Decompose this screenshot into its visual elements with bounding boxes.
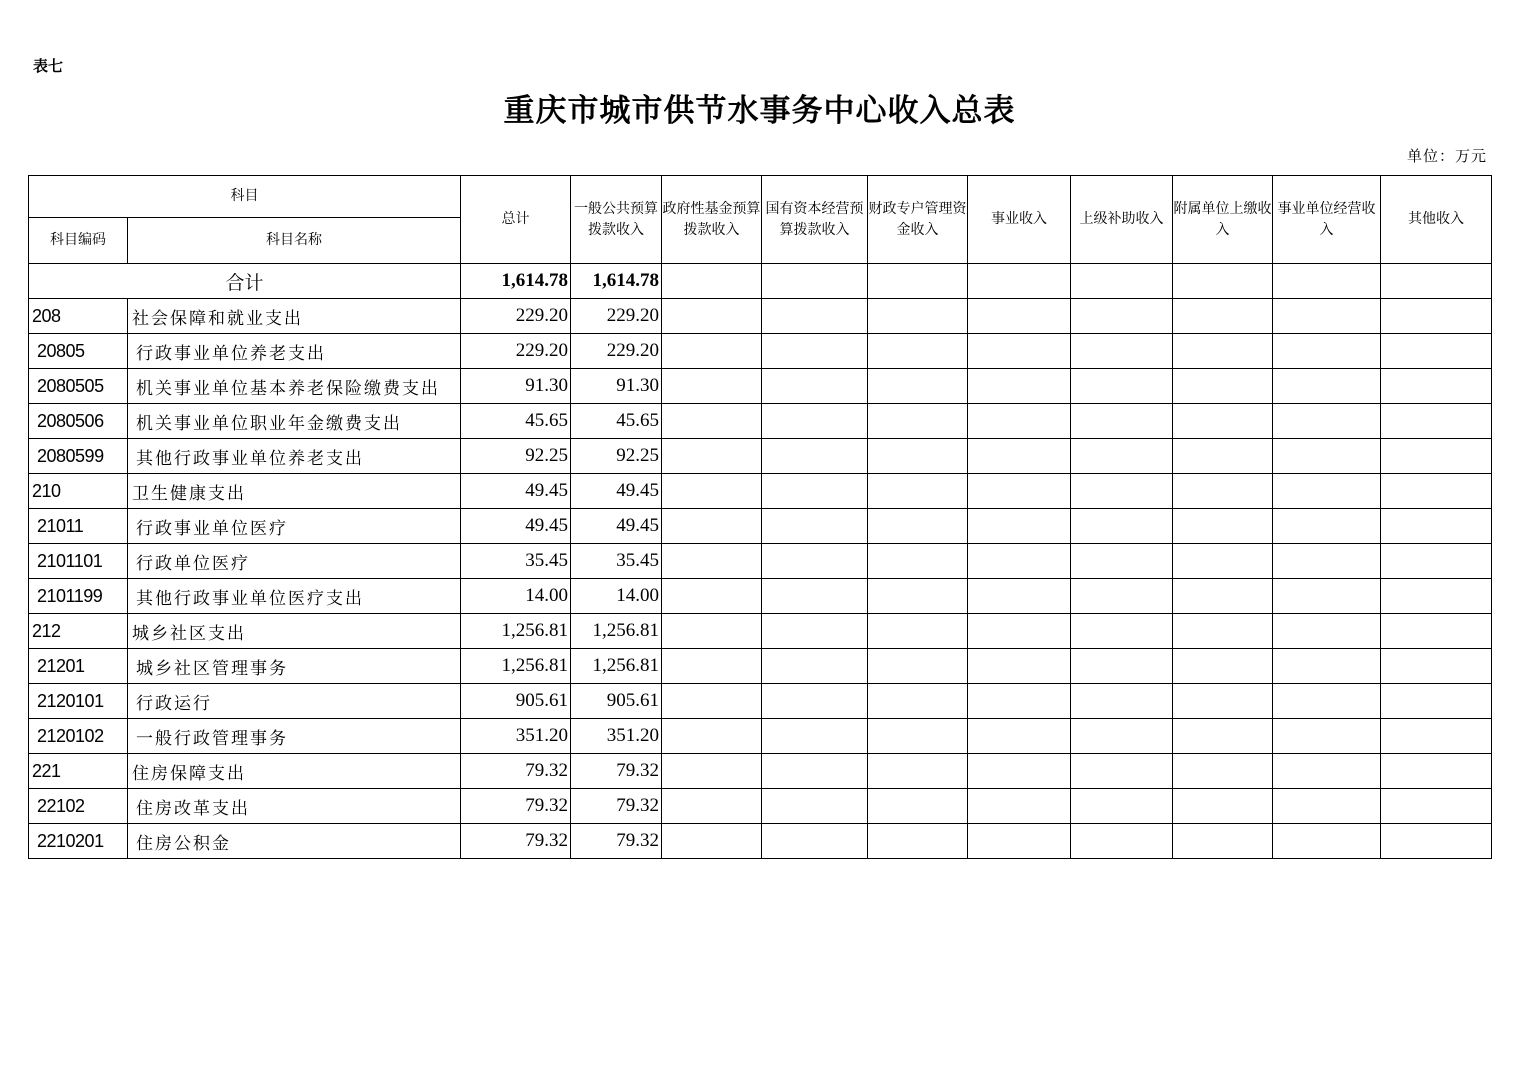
empty-cell [1071, 474, 1173, 509]
row-general-budget: 229.20 [571, 299, 662, 334]
empty-cell [868, 579, 968, 614]
row-total: 49.45 [461, 474, 571, 509]
row-general-budget: 79.32 [571, 754, 662, 789]
row-code: 2101101 [29, 544, 128, 579]
header-gov-fund: 政府性基金预算拨款收入 [662, 176, 762, 264]
row-name: 住房保障支出 [128, 754, 461, 789]
row-general-budget: 45.65 [571, 404, 662, 439]
empty-cell [1071, 824, 1173, 859]
empty-cell [968, 264, 1071, 299]
empty-cell [1273, 684, 1381, 719]
table-row [29, 509, 1492, 544]
empty-cell [868, 509, 968, 544]
unit-label: 单位：万元 [1406, 147, 1487, 165]
empty-cell [1273, 754, 1381, 789]
empty-cell [1273, 369, 1381, 404]
row-code: 21011 [29, 509, 128, 544]
row-general-budget: 49.45 [571, 509, 662, 544]
empty-cell [1173, 684, 1273, 719]
empty-cell [662, 649, 762, 684]
empty-cell [1173, 474, 1273, 509]
empty-cell [762, 684, 868, 719]
empty-cell [968, 719, 1071, 754]
empty-cell [662, 369, 762, 404]
row-general-budget: 1,256.81 [571, 649, 662, 684]
empty-cell [868, 264, 968, 299]
empty-cell [1273, 824, 1381, 859]
empty-cell [868, 719, 968, 754]
empty-cell [1381, 474, 1492, 509]
row-total: 229.20 [461, 334, 571, 369]
row-name: 住房公积金 [128, 824, 461, 859]
empty-cell [1273, 649, 1381, 684]
header-state-capital: 国有资本经营预算拨款收入 [762, 176, 868, 264]
empty-cell [1173, 754, 1273, 789]
empty-cell [1071, 404, 1173, 439]
empty-cell [662, 684, 762, 719]
row-general-budget: 1,256.81 [571, 614, 662, 649]
empty-cell [868, 789, 968, 824]
empty-cell [868, 404, 968, 439]
empty-cell [968, 334, 1071, 369]
empty-cell [1071, 264, 1173, 299]
empty-cell [868, 369, 968, 404]
empty-cell [1173, 369, 1273, 404]
empty-cell [1071, 719, 1173, 754]
row-general-budget: 49.45 [571, 474, 662, 509]
empty-cell [1381, 404, 1492, 439]
header-general-budget: 一般公共预算拨款收入 [571, 176, 662, 264]
empty-cell [762, 719, 868, 754]
empty-cell [868, 474, 968, 509]
row-general-budget: 229.20 [571, 334, 662, 369]
empty-cell [1173, 544, 1273, 579]
row-total: 1,256.81 [461, 649, 571, 684]
empty-cell [762, 614, 868, 649]
header-operating-income: 事业单位经营收入 [1273, 176, 1381, 264]
empty-cell [1173, 614, 1273, 649]
table-row [29, 614, 1492, 649]
income-summary-table [28, 175, 1492, 859]
empty-cell [1173, 649, 1273, 684]
empty-cell [762, 544, 868, 579]
row-total: 229.20 [461, 299, 571, 334]
header-superior-subsidy: 上级补助收入 [1071, 176, 1173, 264]
total-row [29, 264, 1492, 299]
empty-cell [662, 509, 762, 544]
empty-cell [968, 474, 1071, 509]
row-total: 79.32 [461, 824, 571, 859]
row-total: 351.20 [461, 719, 571, 754]
empty-cell [968, 369, 1071, 404]
empty-cell [868, 614, 968, 649]
row-name: 其他行政事业单位医疗支出 [128, 579, 461, 614]
table-row [29, 369, 1492, 404]
row-code: 2080505 [29, 369, 128, 404]
empty-cell [968, 439, 1071, 474]
row-general-budget: 14.00 [571, 579, 662, 614]
empty-cell [1173, 299, 1273, 334]
empty-cell [1071, 614, 1173, 649]
header-other-income: 其他收入 [1381, 176, 1492, 264]
header-business-income: 事业收入 [968, 176, 1071, 264]
empty-cell [1071, 579, 1173, 614]
row-total: 79.32 [461, 754, 571, 789]
empty-cell [1071, 544, 1173, 579]
empty-cell [968, 684, 1071, 719]
total-general-budget: 1,614.78 [571, 264, 662, 299]
empty-cell [662, 754, 762, 789]
row-code: 212 [29, 614, 128, 649]
header-code: 科目编码 [29, 218, 128, 264]
empty-cell [1381, 719, 1492, 754]
empty-cell [762, 649, 868, 684]
row-code: 210 [29, 474, 128, 509]
empty-cell [1381, 754, 1492, 789]
empty-cell [762, 509, 868, 544]
row-name: 城乡社区支出 [128, 614, 461, 649]
empty-cell [662, 579, 762, 614]
empty-cell [868, 299, 968, 334]
row-general-budget: 91.30 [571, 369, 662, 404]
empty-cell [662, 614, 762, 649]
empty-cell [1273, 579, 1381, 614]
empty-cell [1381, 684, 1492, 719]
empty-cell [1173, 719, 1273, 754]
empty-cell [968, 404, 1071, 439]
empty-cell [1071, 649, 1173, 684]
row-total: 905.61 [461, 684, 571, 719]
empty-cell [662, 824, 762, 859]
row-general-budget: 79.32 [571, 824, 662, 859]
empty-cell [1071, 334, 1173, 369]
empty-cell [1273, 509, 1381, 544]
table-row [29, 334, 1492, 369]
empty-cell [868, 754, 968, 789]
empty-cell [1071, 299, 1173, 334]
row-code: 20805 [29, 334, 128, 369]
row-general-budget: 905.61 [571, 684, 662, 719]
empty-cell [868, 544, 968, 579]
empty-cell [968, 789, 1071, 824]
empty-cell [762, 439, 868, 474]
table-row [29, 754, 1492, 789]
row-code: 2120102 [29, 719, 128, 754]
empty-cell [1273, 264, 1381, 299]
empty-cell [868, 824, 968, 859]
row-general-budget: 79.32 [571, 789, 662, 824]
table-row [29, 789, 1492, 824]
row-total: 79.32 [461, 789, 571, 824]
row-code: 2080599 [29, 439, 128, 474]
row-name: 城乡社区管理事务 [128, 649, 461, 684]
empty-cell [1273, 439, 1381, 474]
total-sum: 1,614.78 [461, 264, 571, 299]
empty-cell [1273, 789, 1381, 824]
header-name: 科目名称 [128, 218, 461, 264]
table-row [29, 719, 1492, 754]
empty-cell [968, 299, 1071, 334]
empty-cell [968, 579, 1071, 614]
empty-cell [1381, 264, 1492, 299]
row-total: 91.30 [461, 369, 571, 404]
empty-cell [762, 754, 868, 789]
empty-cell [762, 299, 868, 334]
empty-cell [762, 369, 868, 404]
table-row [29, 684, 1492, 719]
empty-cell [1273, 404, 1381, 439]
table-number: 表七 [33, 57, 64, 75]
row-name: 行政运行 [128, 684, 461, 719]
empty-cell [1381, 369, 1492, 404]
empty-cell [968, 754, 1071, 789]
empty-cell [762, 579, 868, 614]
empty-cell [1381, 299, 1492, 334]
row-total: 14.00 [461, 579, 571, 614]
page-title: 重庆市城市供节水事务中心收入总表 [503, 93, 1016, 129]
empty-cell [762, 789, 868, 824]
empty-cell [1381, 789, 1492, 824]
empty-cell [762, 824, 868, 859]
header-affiliated-income: 附属单位上缴收入 [1173, 176, 1273, 264]
row-total: 45.65 [461, 404, 571, 439]
empty-cell [1173, 789, 1273, 824]
row-total: 35.45 [461, 544, 571, 579]
row-total: 49.45 [461, 509, 571, 544]
total-label: 合计 [29, 264, 461, 299]
empty-cell [1071, 684, 1173, 719]
empty-cell [1173, 824, 1273, 859]
empty-cell [662, 299, 762, 334]
row-code: 208 [29, 299, 128, 334]
row-name: 住房改革支出 [128, 789, 461, 824]
table-row [29, 649, 1492, 684]
empty-cell [662, 404, 762, 439]
row-code: 22102 [29, 789, 128, 824]
empty-cell [1273, 614, 1381, 649]
row-name: 一般行政管理事务 [128, 719, 461, 754]
row-name: 卫生健康支出 [128, 474, 461, 509]
row-general-budget: 92.25 [571, 439, 662, 474]
empty-cell [1071, 754, 1173, 789]
empty-cell [662, 439, 762, 474]
empty-cell [1071, 439, 1173, 474]
row-code: 221 [29, 754, 128, 789]
empty-cell [662, 544, 762, 579]
header-total: 总计 [461, 176, 571, 264]
row-general-budget: 35.45 [571, 544, 662, 579]
row-name: 社会保障和就业支出 [128, 299, 461, 334]
empty-cell [762, 474, 868, 509]
header-subject: 科目 [29, 176, 461, 218]
header-fiscal-special: 财政专户管理资金收入 [868, 176, 968, 264]
row-total: 92.25 [461, 439, 571, 474]
empty-cell [1071, 369, 1173, 404]
row-code: 2210201 [29, 824, 128, 859]
row-name: 其他行政事业单位养老支出 [128, 439, 461, 474]
row-code: 2101199 [29, 579, 128, 614]
empty-cell [1381, 579, 1492, 614]
empty-cell [1381, 614, 1492, 649]
empty-cell [1273, 334, 1381, 369]
empty-cell [762, 334, 868, 369]
row-general-budget: 351.20 [571, 719, 662, 754]
table-row [29, 404, 1492, 439]
empty-cell [1381, 439, 1492, 474]
empty-cell [968, 614, 1071, 649]
empty-cell [1173, 439, 1273, 474]
empty-cell [868, 334, 968, 369]
row-name: 行政事业单位养老支出 [128, 334, 461, 369]
empty-cell [1071, 509, 1173, 544]
row-name: 行政事业单位医疗 [128, 509, 461, 544]
row-name: 机关事业单位职业年金缴费支出 [128, 404, 461, 439]
empty-cell [662, 264, 762, 299]
row-code: 2080506 [29, 404, 128, 439]
table-row [29, 439, 1492, 474]
empty-cell [1173, 509, 1273, 544]
empty-cell [662, 334, 762, 369]
table-row [29, 299, 1492, 334]
empty-cell [1173, 334, 1273, 369]
empty-cell [662, 474, 762, 509]
empty-cell [1071, 789, 1173, 824]
empty-cell [662, 789, 762, 824]
empty-cell [868, 684, 968, 719]
empty-cell [1381, 544, 1492, 579]
row-name: 行政单位医疗 [128, 544, 461, 579]
empty-cell [1381, 649, 1492, 684]
empty-cell [968, 509, 1071, 544]
empty-cell [968, 544, 1071, 579]
table-row [29, 824, 1492, 859]
row-name: 机关事业单位基本养老保险缴费支出 [128, 369, 461, 404]
empty-cell [1273, 299, 1381, 334]
empty-cell [968, 824, 1071, 859]
empty-cell [762, 264, 868, 299]
empty-cell [1273, 544, 1381, 579]
empty-cell [1381, 509, 1492, 544]
table-row [29, 579, 1492, 614]
row-code: 2120101 [29, 684, 128, 719]
row-code: 21201 [29, 649, 128, 684]
table-row [29, 474, 1492, 509]
row-total: 1,256.81 [461, 614, 571, 649]
empty-cell [1381, 824, 1492, 859]
empty-cell [662, 719, 762, 754]
empty-cell [1173, 579, 1273, 614]
empty-cell [868, 649, 968, 684]
empty-cell [968, 649, 1071, 684]
empty-cell [1273, 474, 1381, 509]
empty-cell [762, 404, 868, 439]
empty-cell [1381, 334, 1492, 369]
table-row [29, 544, 1492, 579]
empty-cell [1273, 719, 1381, 754]
empty-cell [1173, 264, 1273, 299]
empty-cell [1173, 404, 1273, 439]
empty-cell [868, 439, 968, 474]
